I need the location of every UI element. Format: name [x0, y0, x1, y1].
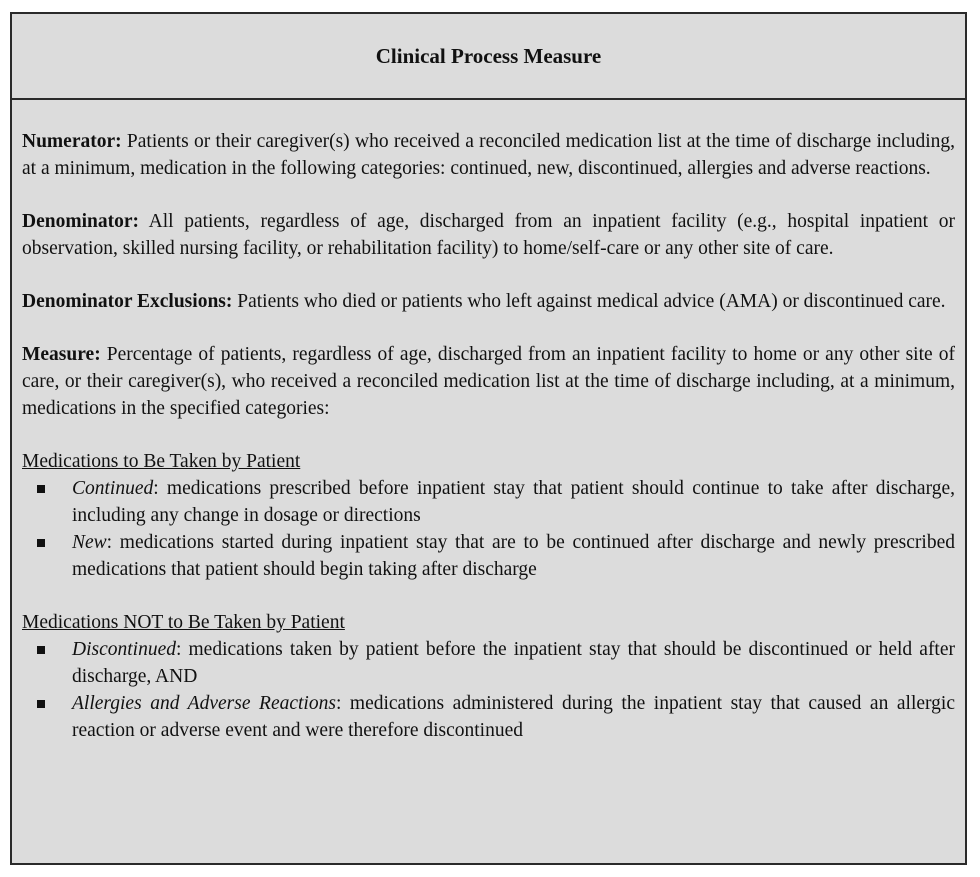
list-item	[72, 636, 955, 690]
page-title: Clinical Process Measure	[375, 43, 602, 68]
square-bullet-icon	[37, 646, 45, 654]
header	[12, 14, 965, 100]
section-title-not-taken: Medications NOT to Be Taken by Patient	[22, 612, 345, 633]
numerator-label: Numerator:	[22, 131, 122, 152]
item-term: New	[72, 532, 107, 553]
item-text: : medications administered during the inpatient stay that caused an allergic reaction or adverse event and were therefore discontinued	[72, 693, 956, 741]
list-item	[72, 690, 955, 744]
section-title-taken: Medications to Be Taken by Patient	[22, 451, 301, 472]
numerator-paragraph	[22, 128, 955, 182]
item-term: Discontinued	[72, 639, 176, 660]
exclusions-paragraph	[22, 288, 955, 315]
exclusions-label: Denominator Exclusions:	[22, 291, 233, 312]
list-item	[72, 529, 955, 583]
item-term: Allergies and Adverse Reactions	[72, 693, 336, 714]
measure-label: Measure:	[22, 344, 101, 365]
item-text: : medications taken by patient before the inpatient stay that should be discontinued or held after discharge, AND	[72, 639, 955, 687]
item-text: : medications started during inpatient stay that are to be continued after discharge and newly prescribed medications that patient should begin taking after discharge	[72, 532, 955, 580]
not-taken-list	[22, 636, 955, 744]
denominator-text: All patients, regardless of age, discharged from an inpatient facility (e.g., hospital inpatient or observation, skilled nursing facility, or rehabilitation facility) to home/self-care or any other site of care.	[22, 211, 955, 259]
item-term: Continued	[72, 478, 154, 499]
numerator-text: Patients or their caregiver(s) who received a reconciled medication list at the time of discharge including, at a minimum, medication in the following categories: continued, new, discontinued, allergies and adverse reactions.	[22, 131, 955, 179]
exclusions-text: Patients who died or patients who left against medical advice (AMA) or discontinued care.	[232, 291, 946, 312]
measure-text: Percentage of patients, regardless of age, discharged from an inpatient facility to home or any other site of care, or their caregiver(s), who received a reconciled medication list at the time of discharge including, at a minimum, medications in the specified categories:	[22, 344, 955, 419]
taken-list	[22, 475, 955, 583]
measure-box	[10, 12, 967, 865]
denominator-label: Denominator:	[22, 211, 139, 232]
content	[12, 100, 965, 744]
denominator-paragraph	[22, 208, 955, 262]
item-text: : medications prescribed before inpatient stay that patient should continue to take after discharge, including any change in dosage or directions	[72, 478, 955, 526]
measure-paragraph	[22, 341, 955, 422]
square-bullet-icon	[37, 485, 45, 493]
list-item	[72, 475, 955, 529]
square-bullet-icon	[37, 700, 45, 708]
square-bullet-icon	[37, 539, 45, 547]
